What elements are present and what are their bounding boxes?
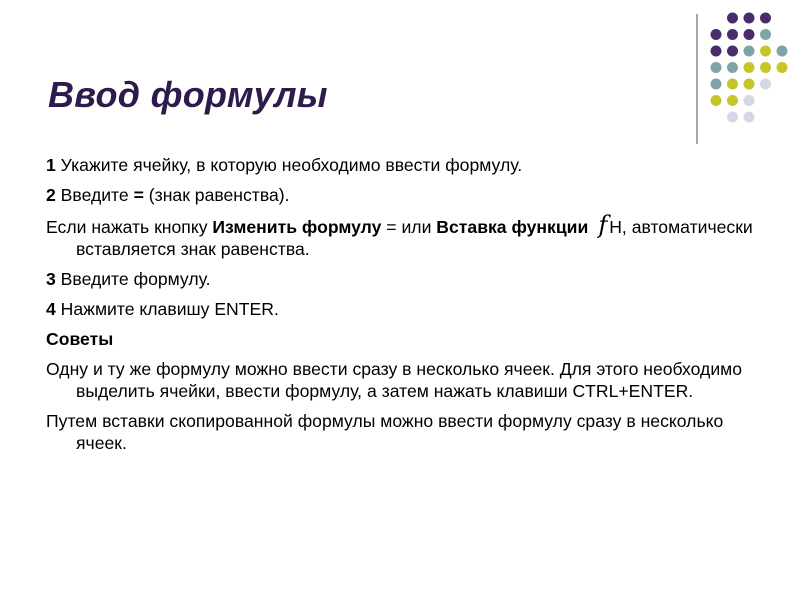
step-number: 3 — [46, 269, 56, 289]
decorative-dot — [760, 62, 771, 73]
decorative-dot — [760, 46, 771, 57]
decorative-dot — [744, 112, 755, 123]
decorative-dot — [777, 46, 788, 57]
step-text: Укажите ячейку, в которую необходимо ввести формулу. — [55, 155, 523, 175]
decorative-dot — [727, 13, 738, 24]
step-4 — [46, 298, 766, 320]
decorative-dot — [744, 79, 755, 90]
decorative-dot — [711, 62, 722, 73]
edit-formula-button-name: Изменить формулу — [212, 217, 382, 237]
slide-title: Ввод формулы — [48, 74, 328, 115]
button-note — [46, 211, 766, 260]
equals-sign: = — [133, 185, 144, 205]
decorative-dot — [727, 95, 738, 106]
decorative-dot — [744, 13, 755, 24]
note-text: , автоматически вставляется знак равенства. — [76, 217, 753, 259]
decorative-dot — [727, 112, 738, 123]
decorative-dot — [760, 79, 771, 90]
decorative-dot — [727, 79, 738, 90]
tip-2: Путем вставки скопированной формулы можно ввести формулу сразу в несколько ячеек. — [46, 411, 724, 453]
decorative-dot — [711, 46, 722, 57]
note-text: = или — [381, 217, 437, 237]
divider-line — [696, 14, 698, 144]
step-text: Нажмите клавишу ENTER. — [55, 299, 279, 319]
decorative-dot — [760, 13, 771, 24]
decorative-dot — [760, 29, 771, 40]
decorative-dot — [777, 62, 788, 73]
tip-1: Одну и ту же формулу можно ввести сразу в несколько ячеек. Для этого необходимо выделить ячейки, ввести формулу, а затем нажать клавиши CTRL+ENTER. — [46, 359, 743, 401]
tips-heading: Советы — [46, 329, 114, 349]
step-number: 4 — [46, 299, 56, 319]
decorative-dot — [727, 46, 738, 57]
function-fx-icon: f — [598, 211, 608, 239]
decorative-dot — [744, 29, 755, 40]
step-1 — [46, 154, 766, 176]
decorative-dot — [711, 95, 722, 106]
fx-suffix: H — [609, 217, 622, 237]
slide-body — [46, 154, 766, 464]
step-text: Введите — [55, 185, 134, 205]
decorative-dot — [744, 95, 755, 106]
decorative-dot — [711, 79, 722, 90]
step-text: (знак равенства). — [143, 185, 290, 205]
note-text: Если нажать кнопку — [46, 217, 213, 237]
decorative-dot — [727, 62, 738, 73]
decorative-dot — [711, 29, 722, 40]
step-2 — [46, 184, 766, 206]
insert-function-button-name: Вставка функции — [436, 217, 589, 237]
step-3 — [46, 268, 766, 290]
step-text: Введите формулу. — [55, 269, 211, 289]
step-number: 1 — [46, 155, 56, 175]
decorative-dot — [744, 62, 755, 73]
decorative-dot — [744, 46, 755, 57]
decorative-dot — [727, 29, 738, 40]
step-number: 2 — [46, 185, 56, 205]
